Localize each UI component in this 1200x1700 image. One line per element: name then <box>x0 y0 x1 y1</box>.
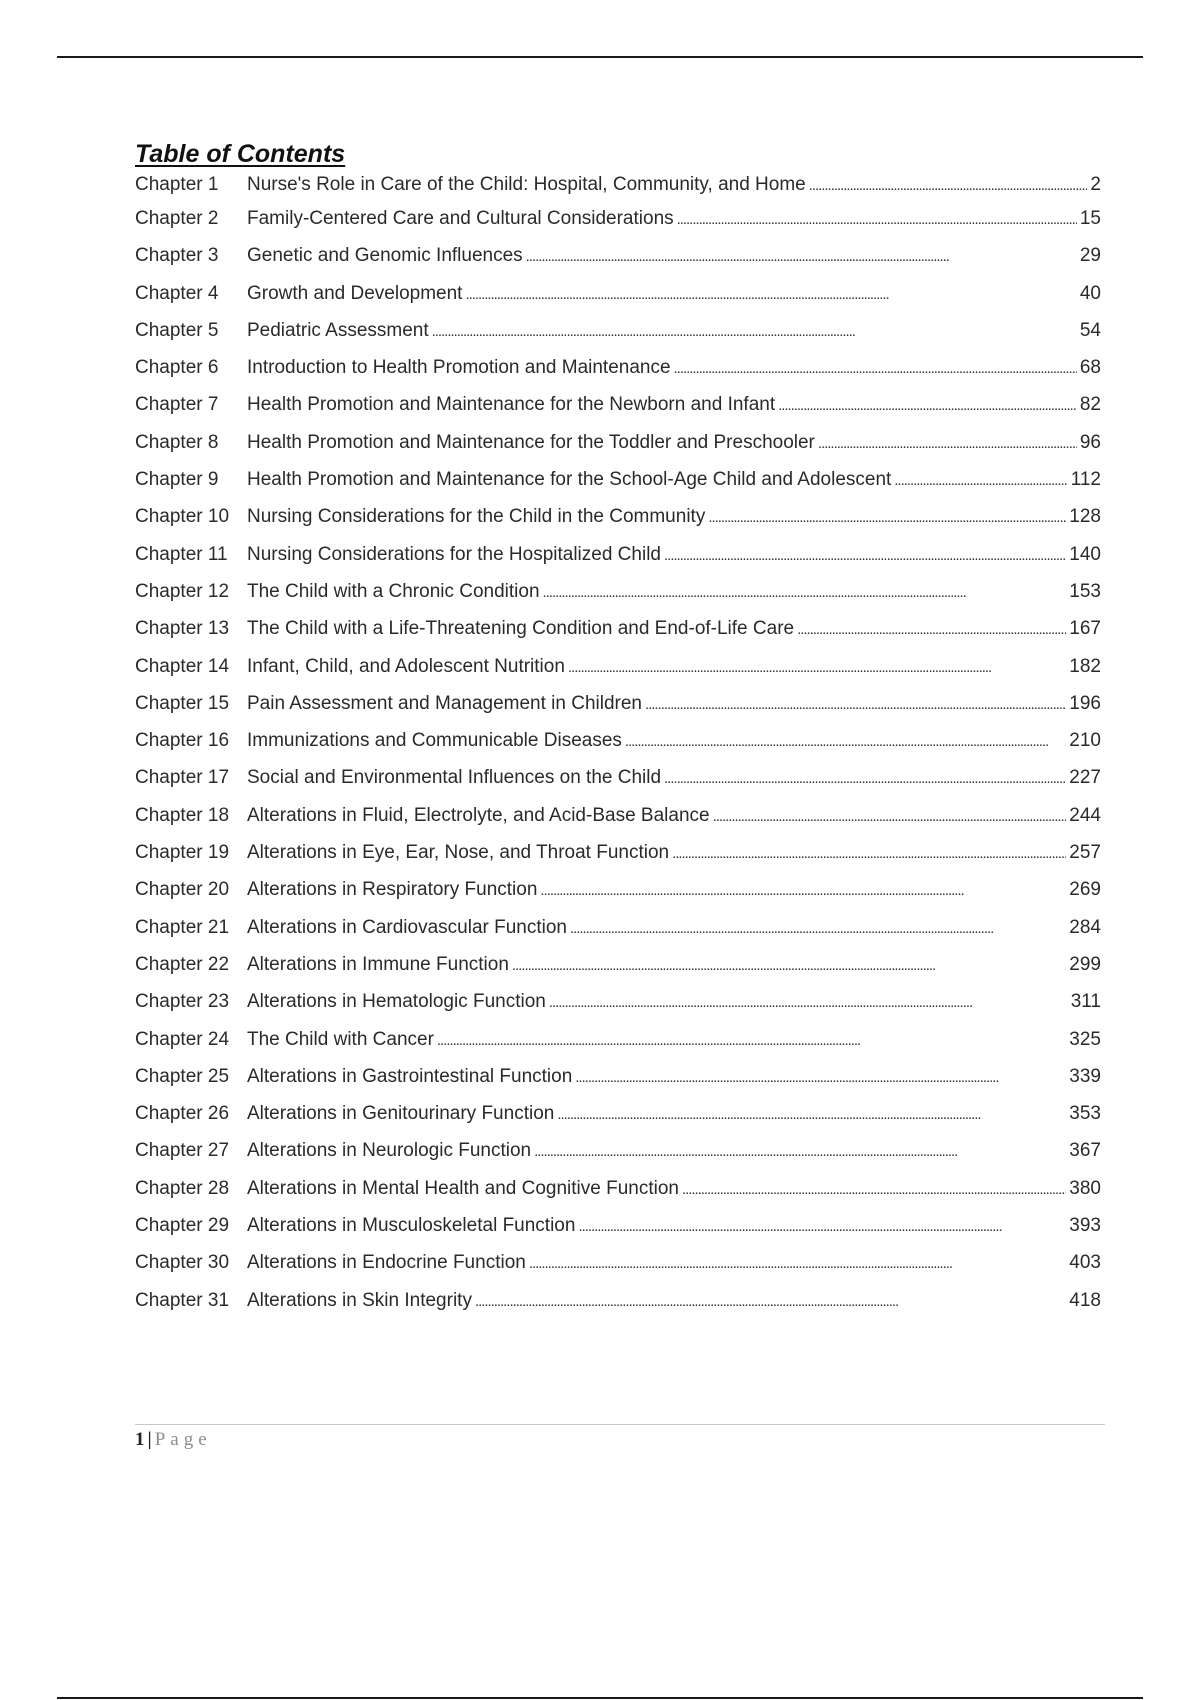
toc-page-number: 167 <box>1069 618 1101 640</box>
toc-chapter-number: Chapter 27 <box>135 1140 230 1162</box>
toc-page-number: 112 <box>1070 469 1101 491</box>
toc-dot-leader <box>529 1244 1066 1282</box>
toc-entry[interactable] <box>135 797 1101 834</box>
toc-chapter-number: Chapter 25 <box>135 1065 230 1087</box>
page-footer <box>135 1424 1105 1451</box>
toc-dot-leader <box>625 722 1066 760</box>
toc-chapter-number: Chapter 31 <box>135 1289 230 1311</box>
toc-entry[interactable] <box>135 170 1101 200</box>
toc-chapter-number: Chapter 3 <box>135 245 219 267</box>
toc-dot-leader <box>540 871 1066 909</box>
toc-dot-leader <box>575 1058 1066 1096</box>
toc-chapter-number: Chapter 24 <box>135 1028 230 1050</box>
toc-entry[interactable] <box>135 1207 1101 1244</box>
toc-page-number: 257 <box>1069 842 1101 864</box>
toc-page-number: 128 <box>1069 506 1101 528</box>
toc-entry[interactable] <box>135 237 1101 274</box>
toc-chapter-title: Health Promotion and Maintenance for the Newborn and Infant <box>247 394 776 416</box>
toc-dot-leader <box>672 834 1066 872</box>
toc-chapter-title: Health Promotion and Maintenance for the School-Age Child and Adolescent <box>247 469 892 491</box>
toc-page-number: 153 <box>1069 580 1101 602</box>
toc-page-number: 403 <box>1069 1252 1101 1274</box>
toc-dot-leader <box>475 1282 1066 1320</box>
toc-dot-leader <box>708 498 1066 536</box>
toc-page-number: 196 <box>1069 692 1101 714</box>
toc-chapter-title: The Child with a Life-Threatening Condition and End-of-Life Care <box>247 618 795 640</box>
toc-chapter-title: Health Promotion and Maintenance for the Toddler and Preschooler <box>247 431 815 453</box>
toc-chapter-title: The Child with a Chronic Condition <box>247 580 540 602</box>
toc-dot-leader <box>818 424 1077 462</box>
toc-chapter-number: Chapter 6 <box>135 357 219 379</box>
toc-entry[interactable] <box>135 424 1101 461</box>
toc-entry[interactable] <box>135 946 1101 983</box>
toc-page-number: 339 <box>1069 1065 1101 1087</box>
toc-chapter-title: Family-Centered Care and Cultural Considerations <box>247 208 674 229</box>
toc-entry[interactable] <box>135 200 1101 237</box>
toc-chapter-number: Chapter 23 <box>135 991 230 1013</box>
toc-entry[interactable] <box>135 386 1101 423</box>
toc-dot-leader <box>797 610 1066 648</box>
toc-chapter-title: Alterations in Gastrointestinal Function <box>247 1065 573 1087</box>
toc-chapter-number: Chapter 14 <box>135 655 230 677</box>
toc-page-number: 96 <box>1079 431 1101 453</box>
toc-chapter-title: Alterations in Genitourinary Function <box>247 1103 555 1125</box>
toc-entry[interactable] <box>135 349 1101 386</box>
toc-dot-leader <box>549 983 1068 1021</box>
toc-entry[interactable] <box>135 685 1101 722</box>
toc-chapter-title: The Child with Cancer <box>247 1028 434 1050</box>
toc-chapter-number: Chapter 12 <box>135 580 230 602</box>
toc-chapter-title: Social and Environmental Influences on the Child <box>247 767 662 789</box>
footer-page-label: Page <box>154 1429 212 1450</box>
toc-page-number: 284 <box>1069 916 1101 938</box>
toc-chapter-number: Chapter 15 <box>135 692 230 714</box>
toc-chapter-number: Chapter 17 <box>135 767 230 789</box>
toc-page-number: 393 <box>1069 1215 1101 1237</box>
toc-entry[interactable] <box>135 1058 1101 1095</box>
toc-entry[interactable] <box>135 312 1101 349</box>
toc-chapter-number: Chapter 29 <box>135 1215 230 1237</box>
toc-dot-leader <box>645 685 1066 723</box>
toc-dot-leader <box>809 170 1088 201</box>
toc-page-number: 380 <box>1069 1177 1101 1199</box>
toc-dot-leader <box>778 386 1077 424</box>
toc-dot-leader <box>570 909 1066 947</box>
toc-dot-leader <box>526 237 1077 275</box>
toc-entry[interactable] <box>135 1132 1101 1169</box>
toc-chapter-title: Introduction to Health Promotion and Maintenance <box>247 357 671 379</box>
toc-entry[interactable] <box>135 1170 1101 1207</box>
toc-chapter-number: Chapter 26 <box>135 1103 230 1125</box>
toc-chapter-number: Chapter 8 <box>135 431 219 453</box>
toc-chapter-title: Genetic and Genomic Influences <box>247 245 523 267</box>
toc-chapter-number: Chapter 5 <box>135 319 219 341</box>
toc-dot-leader <box>557 1095 1066 1133</box>
toc-chapter-title: Alterations in Cardiovascular Function <box>247 916 567 938</box>
toc-chapter-title: Alterations in Fluid, Electrolyte, and Acid-Base Balance <box>247 804 710 826</box>
table-of-contents <box>135 138 1101 1319</box>
toc-chapter-title: Pediatric Assessment <box>247 319 429 341</box>
toc-entry[interactable] <box>135 983 1101 1020</box>
toc-page-number: 353 <box>1069 1103 1101 1125</box>
toc-chapter-title: Alterations in Eye, Ear, Nose, and Throat Function <box>247 842 670 864</box>
toc-chapter-number: Chapter 13 <box>135 618 230 640</box>
toc-chapter-title: Alterations in Endocrine Function <box>247 1252 526 1274</box>
toc-entry[interactable] <box>135 1021 1101 1058</box>
toc-page-number: 244 <box>1069 804 1101 826</box>
toc-dot-leader <box>894 461 1067 499</box>
toc-entry[interactable] <box>135 834 1101 871</box>
toc-entry[interactable] <box>135 1244 1101 1281</box>
toc-dot-leader <box>664 759 1066 797</box>
toc-chapter-title: Nurse's Role in Care of the Child: Hospital, Community, and Home <box>247 174 806 195</box>
toc-entry[interactable] <box>135 871 1101 908</box>
toc-chapter-title: Alterations in Neurologic Function <box>247 1140 532 1162</box>
toc-chapter-number: Chapter 19 <box>135 842 230 864</box>
toc-page-number: 210 <box>1069 730 1101 752</box>
toc-entry[interactable] <box>135 648 1101 685</box>
toc-chapter-number: Chapter 4 <box>135 282 219 304</box>
toc-dot-leader <box>682 1170 1066 1208</box>
toc-page-number: 182 <box>1069 655 1101 677</box>
toc-dot-leader <box>677 200 1077 238</box>
toc-chapter-number: Chapter 20 <box>135 879 230 901</box>
toc-entry[interactable] <box>135 909 1101 946</box>
toc-chapter-number: Chapter 30 <box>135 1252 230 1274</box>
toc-chapter-title: Pain Assessment and Management in Children <box>247 692 643 714</box>
toc-page-number: 29 <box>1079 245 1101 267</box>
toc-page-number: 299 <box>1069 953 1101 975</box>
toc-chapter-number: Chapter 1 <box>135 174 219 195</box>
toc-dot-leader <box>568 648 1066 686</box>
toc-chapter-title: Immunizations and Communicable Diseases <box>247 730 622 752</box>
toc-page-number: 2 <box>1090 174 1101 195</box>
toc-chapter-number: Chapter 11 <box>135 543 228 565</box>
toc-dot-leader <box>512 946 1066 984</box>
toc-page-number: 54 <box>1079 319 1101 341</box>
toc-chapter-title: Infant, Child, and Adolescent Nutrition <box>247 655 565 677</box>
toc-entry[interactable] <box>135 1282 1101 1319</box>
toc-entry[interactable] <box>135 1095 1101 1132</box>
toc-dot-leader <box>543 573 1067 611</box>
toc-entry[interactable] <box>135 275 1101 312</box>
toc-page-number: 140 <box>1069 543 1101 565</box>
toc-page-number: 367 <box>1069 1140 1101 1162</box>
toc-chapter-title: Nursing Considerations for the Hospitalized Child <box>247 543 661 565</box>
toc-chapter-title: Alterations in Hematologic Function <box>247 991 546 1013</box>
toc-chapter-title: Alterations in Musculoskeletal Function <box>247 1215 576 1237</box>
header-rule <box>57 56 1143 58</box>
toc-chapter-title: Alterations in Respiratory Function <box>247 879 538 901</box>
toc-page-number: 15 <box>1079 208 1101 229</box>
toc-chapter-number: Chapter 18 <box>135 804 230 826</box>
toc-dot-leader <box>534 1132 1066 1170</box>
toc-chapter-title: Nursing Considerations for the Child in the Community <box>247 506 706 528</box>
toc-page-number: 40 <box>1079 282 1101 304</box>
toc-dot-leader <box>578 1207 1066 1245</box>
toc-chapter-title: Alterations in Mental Health and Cognitive Function <box>247 1177 679 1199</box>
toc-list <box>135 170 1101 1319</box>
toc-chapter-number: Chapter 16 <box>135 730 230 752</box>
toc-entry[interactable] <box>135 722 1101 759</box>
toc-chapter-number: Chapter 2 <box>135 208 219 229</box>
toc-chapter-number: Chapter 10 <box>135 506 230 528</box>
toc-chapter-title: Alterations in Immune Function <box>247 953 509 975</box>
toc-entry[interactable] <box>135 573 1101 610</box>
toc-entry[interactable] <box>135 461 1101 498</box>
toc-page-number: 418 <box>1069 1289 1101 1311</box>
toc-entry[interactable] <box>135 759 1101 796</box>
toc-page-number: 68 <box>1079 357 1101 379</box>
toc-entry[interactable] <box>135 498 1101 535</box>
toc-dot-leader <box>674 349 1077 387</box>
toc-dot-leader <box>432 312 1077 350</box>
toc-chapter-number: Chapter 9 <box>135 469 219 491</box>
toc-page-number: 227 <box>1069 767 1101 789</box>
toc-title: Table of Contents <box>135 140 346 168</box>
toc-dot-leader <box>437 1021 1066 1059</box>
toc-page-number: 325 <box>1069 1028 1101 1050</box>
toc-entry[interactable] <box>135 610 1101 647</box>
footer-page-number: 1 <box>135 1429 145 1450</box>
toc-page-number: 269 <box>1069 879 1101 901</box>
toc-page-number: 82 <box>1079 394 1101 416</box>
toc-chapter-number: Chapter 7 <box>135 394 219 416</box>
toc-dot-leader <box>713 797 1067 835</box>
toc-dot-leader <box>465 275 1076 313</box>
toc-chapter-title: Alterations in Skin Integrity <box>247 1289 472 1311</box>
toc-chapter-title: Growth and Development <box>247 282 463 304</box>
toc-chapter-number: Chapter 28 <box>135 1177 230 1199</box>
toc-chapter-number: Chapter 21 <box>135 916 230 938</box>
footer-separator: | <box>147 1429 152 1450</box>
toc-dot-leader <box>664 536 1066 574</box>
toc-chapter-number: Chapter 22 <box>135 953 230 975</box>
bottom-rule <box>57 1697 1143 1699</box>
toc-page-number: 311 <box>1070 991 1101 1013</box>
toc-entry[interactable] <box>135 536 1101 573</box>
